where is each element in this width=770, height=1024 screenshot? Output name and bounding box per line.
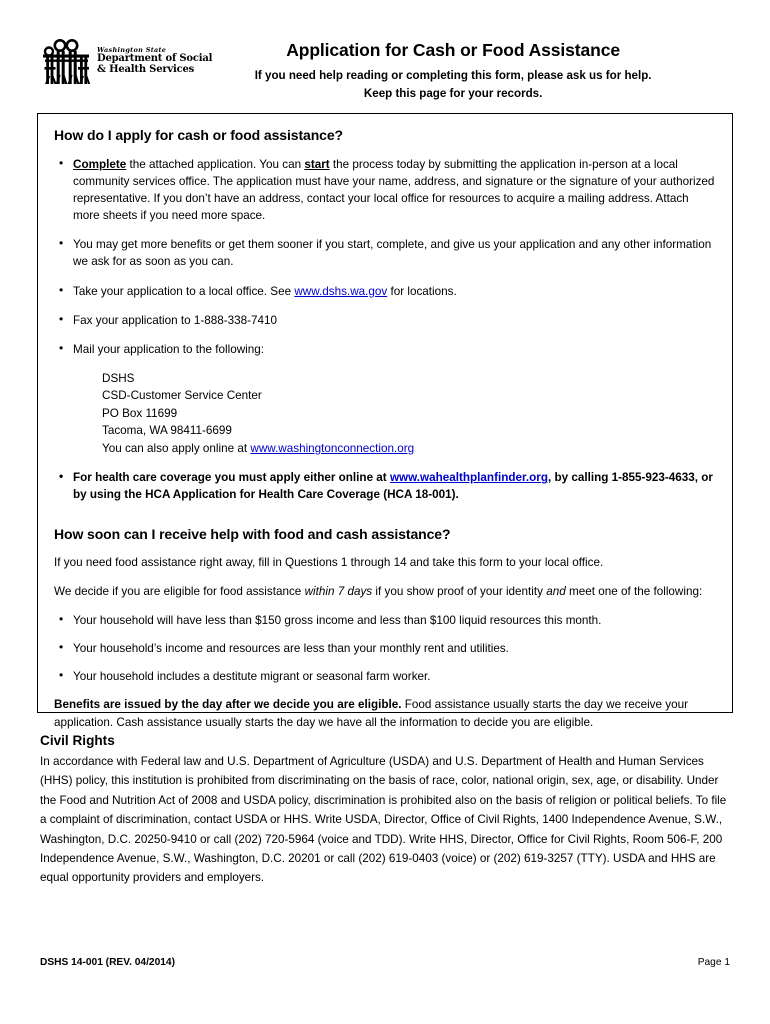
- three-figures-logo-icon: [40, 38, 92, 86]
- timing-section-heading: How soon can I receive help with food and cash assistance?: [54, 525, 451, 542]
- washington-connection-link[interactable]: www.washingtonconnection.org: [250, 441, 415, 455]
- address-line-3: PO Box 11699: [102, 406, 178, 420]
- keep-page-subtitle: Keep this page for your records.: [363, 87, 543, 100]
- address-line-1: DSHS: [102, 371, 135, 385]
- bullet6-text-part1: For health care coverage you must apply either online at: [73, 471, 390, 485]
- health-coverage-bullet-list: [54, 469, 716, 503]
- timing-paragraph-1: If you need food assistance right away, fill in Questions 1 through 14 and take this form to your local office.: [54, 555, 604, 569]
- wahealthplanfinder-link[interactable]: www.wahealthplanfinder.org: [389, 471, 548, 485]
- bullet1-text-part1: the attached application. You can: [126, 158, 305, 171]
- within-7-days-emphasis: within 7 days: [304, 584, 373, 598]
- title-block: [172, 36, 734, 100]
- instructions-box: [37, 113, 733, 729]
- bullet1-text-part2: the process today by submitting the application in-person at a local community services office. The application must have your name, address, and signature or the signature of your authorized representative. If you don’t have an address, contact your local office for resources to acquire a mailing address. Attach more sheets if you need more space.: [73, 158, 715, 223]
- apply-online-text: You can also apply online at: [102, 441, 251, 455]
- para2-part3: meet one of the following:: [565, 584, 703, 598]
- start-emphasis: start: [304, 158, 330, 171]
- bullet-health-care-coverage: [54, 469, 716, 503]
- bullet-rent-utilities: • Your household’s income and resources are less than your monthly rent and utilities.: [54, 640, 716, 657]
- logo-line-washington-state: Washington State: [97, 46, 167, 54]
- civil-rights-section: [40, 733, 730, 888]
- address-line-2: CSD-Customer Service Center: [102, 389, 262, 403]
- bullet-local-office: [54, 283, 716, 300]
- bullet3-text-part1: Take your application to a local office. See: [73, 284, 295, 298]
- benefits-issued-rest: Food assistance usually starts the day we receive your application. Cash assistance usually starts the day we have all the information to decide you are eligible.: [54, 698, 688, 729]
- bullet-fax: • Fax your application to 1-888-338-7410: [54, 312, 716, 329]
- apply-bullet-list: [54, 156, 716, 358]
- page-title: Application for Cash or Food Assistance: [286, 40, 621, 60]
- civil-rights-body: In accordance with Federal law and U.S. Department of Agriculture (USDA) and U.S. Department of Health and Human Services (HHS) policy, this institution is prohibited from discriminating on the basis of race, color, national origin, sex, age, or disability. Under the Food and Nutrition Act of 2008 and USDA policy, discrimination is prohibited also on the basis of religion or political beliefs. To file a complaint of discrimination, contact USDA or HHS. Write USDA, Director, Office of Civil Rights, 1400 Independence Avenue, S.W., Washington, D.C. 20250-9410 or call (202) 720-5964 (voice and TDD). Write HHS, Director, Office for Civil Rights, Room 506-F, 200 Independence Avenue, S.W., Washington, D.C. 20201 or call (202) 619-0403 (voice) or (202) 619-3257 (TTY). USDA and HHS are equal opportunity providers and employers.: [40, 755, 727, 885]
- form-id-label: DSHS 14-001 (REV. 04/2014): [40, 957, 175, 968]
- bullet-complete-application: [54, 156, 716, 224]
- apply-section-heading: How do I apply for cash or food assistance?: [54, 127, 343, 143]
- page-number-label: Page 1: [697, 957, 730, 968]
- para2-part2: if you show proof of your identity: [372, 584, 547, 598]
- para2-part1: We decide if you are eligible for food assistance: [54, 584, 305, 598]
- bullet-more-benefits: • You may get more benefits or get them sooner if you start, complete, and give us your application and any other information we ask for as soon as you can.: [54, 236, 716, 270]
- benefits-issued-emphasis: Benefits are issued by the day after we decide you are eligible.: [54, 698, 402, 712]
- benefits-issued-paragraph: [54, 696, 716, 731]
- complete-emphasis: Complete: [73, 158, 127, 171]
- address-line-4: Tacoma, WA 98411-6699: [102, 424, 232, 438]
- page-footer: [40, 957, 730, 968]
- bullet-mail: • Mail your application to the following:: [54, 341, 716, 358]
- bullet-migrant-worker: • Your household includes a destitute migrant or seasonal farm worker.: [54, 668, 716, 685]
- mailing-address-block: [54, 370, 716, 458]
- apply-online-line: [102, 440, 716, 458]
- bullet-gross-income: • Your household will have less than $150 gross income and less than $100 liquid resources this month.: [54, 612, 716, 629]
- logo-line-health-services: & Health Services: [97, 63, 195, 75]
- logo-line-department: Department of Social: [97, 53, 213, 65]
- and-emphasis: and: [546, 584, 566, 598]
- page-header: [0, 0, 770, 100]
- civil-rights-heading: Civil Rights: [40, 733, 115, 748]
- dshs-website-link[interactable]: www.dshs.wa.gov: [294, 284, 388, 298]
- bullet3-text-part2: for locations.: [387, 284, 457, 298]
- bullet6-text-part2: , by calling 1-855-923-4633, or by using the HCA Application for Health Care Coverage (HCA 18-001).: [73, 471, 713, 502]
- help-subtitle: If you need help reading or completing this form, please ask us for help.: [254, 69, 652, 82]
- timing-paragraph-2: [54, 583, 716, 600]
- eligibility-bullet-list: [54, 612, 716, 685]
